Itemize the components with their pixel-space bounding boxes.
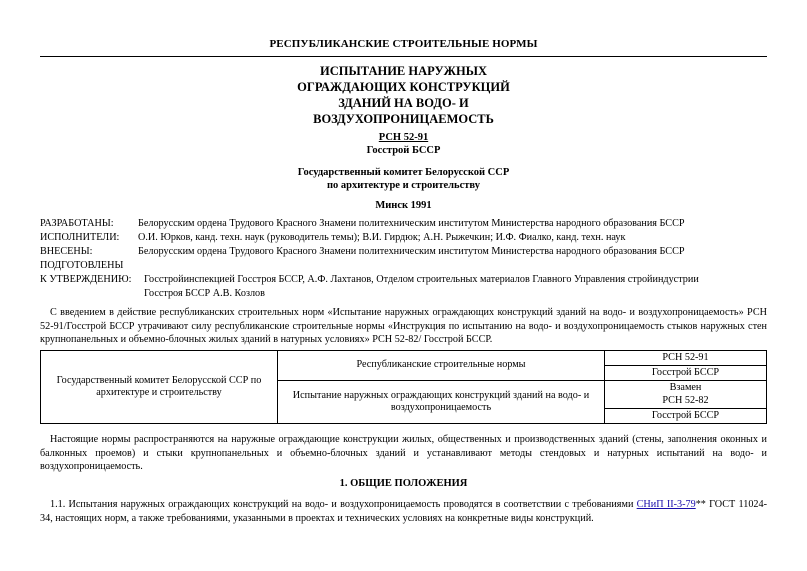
credits-block	[40, 217, 767, 301]
city-year: Минск 1991	[375, 200, 432, 211]
document-header: РЕСПУБЛИКАНСКИЕ СТРОИТЕЛЬНЫЕ НОРМЫ	[269, 38, 538, 50]
header-divider	[40, 56, 767, 57]
document-title	[40, 63, 767, 127]
clause-1-1	[40, 498, 767, 525]
title-line: ИСПЫТАНИЕ НАРУЖНЫХ	[319, 64, 488, 78]
table-cell-agency: Госстрой БССР	[605, 366, 767, 381]
credit-label: ПОДГОТОВЛЕНЫ	[40, 260, 124, 271]
credit-row-executors	[40, 231, 767, 245]
document-code-block	[40, 131, 767, 157]
credit-row-developed	[40, 217, 767, 231]
table-cell-replaces: Взамен	[605, 381, 767, 395]
credit-text: Госстройинспекцией Госстроя БССР, А.Ф. Лахтанов, Отделом строительных материалов Главного Управления стройиндустрии	[144, 274, 699, 285]
credit-label: РАЗРАБОТАНЫ:	[40, 218, 114, 229]
committee-line: по архитектуре и строительству	[327, 180, 480, 191]
title-line: ВОЗДУХОПРОНИЦАЕМОСТЬ	[313, 112, 494, 126]
table-cell-norms: Республиканские строительные нормы	[278, 351, 605, 381]
credit-text: О.И. Юрков, канд. техн. наук (руководитель темы); В.И. Гирдюк; А.Н. Рыжечкин; И.Ф. Фиалко, канд. техн. наук	[138, 232, 626, 243]
scope-paragraph: Настоящие нормы распространяются на наружные ограждающие конструкции жилых, общественных и производственных зданий (стены, заполнения оконных и балконных проемов) и стыки крупнопанельных и объемно-блочных зданий и устанавливают методы стендовых и натурных испытаний на водо- и воздухопроницаемость.	[40, 434, 767, 472]
credit-row-prepared	[40, 273, 767, 287]
table-cell-old-agency: Госстрой БССР	[605, 409, 767, 424]
snip-link[interactable]: СНиП II-3-79	[636, 499, 696, 510]
table-cell-title: Испытание наружных ограждающих конструкций зданий на водо- и воздухопроницаемость	[278, 381, 605, 424]
credit-row-prepared	[40, 287, 767, 301]
credit-row-prepared	[40, 259, 767, 273]
table-cell-committee: Государственный комитет Белорусской ССР по архитектуре и строительству	[41, 351, 278, 424]
document-code: РСН 52-91	[378, 132, 429, 143]
credit-text: Госстроя БССР А.В. Козлов	[144, 288, 265, 299]
title-line: ЗДАНИЙ НА ВОДО- И	[338, 96, 469, 110]
committee-block	[40, 166, 767, 192]
table-cell-old-code: РСН 52-82	[605, 395, 767, 409]
credit-label: К УТВЕРЖДЕНИЮ:	[40, 274, 132, 285]
table-cell-code: РСН 52-91	[605, 351, 767, 366]
credit-text: Белорусским ордена Трудового Красного Знамени политехническим институтом Министерства народного образования БССР	[138, 246, 685, 257]
credit-label: ВНЕСЕНЫ:	[40, 246, 93, 257]
title-line: ОГРАЖДАЮЩИХ КОНСТРУКЦИЙ	[297, 80, 510, 94]
agency: Госстрой БССР	[366, 145, 441, 156]
credit-text: Белорусским ордена Трудового Красного Знамени политехническим институтом Министерства народного образования БССР	[138, 218, 685, 229]
intro-paragraph: С введением в действие республиканских строительных норм «Испытание наружных ограждающих конструкций зданий на водо- и воздухопроницаемость» РСН 52-91/Госстрой БССР утрачивают силу республиканские строительные нормы «Инструкция по испытанию на водо- и воздухопроницаемость стыков наружных стен крупнопанельных и объемно-блочных жилых зданий в натурных условиях» РСН 52-82/ Госстрой БССР.	[40, 307, 767, 345]
clause-text: ** ГОСТ 11024-34, настоящих норм, а также требованиями, указанными в проектах и технических условиях на конкретные виды конструкций.	[40, 499, 767, 524]
committee-line: Государственный комитет Белорусской ССР	[297, 167, 510, 178]
clause-text: 1.1. Испытания наружных ограждающих конструкций на водо- и воздухопроницаемость проводятся в соответствии с требованиями	[50, 499, 637, 510]
credit-label: ИСПОЛНИТЕЛИ:	[40, 232, 120, 243]
metadata-table	[40, 350, 767, 424]
section-heading: 1. ОБЩИЕ ПОЛОЖЕНИЯ	[339, 478, 468, 489]
credit-row-introduced	[40, 245, 767, 259]
